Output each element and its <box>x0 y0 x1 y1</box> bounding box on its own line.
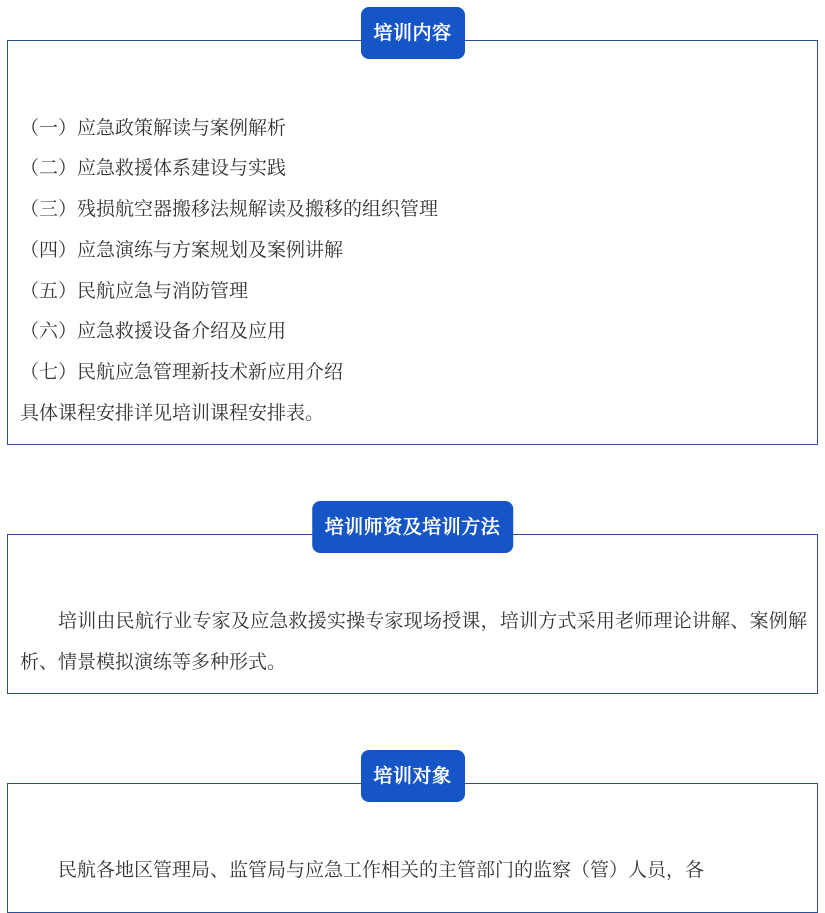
instructors-paragraph: 培训由民航行业专家及应急救援实操专家现场授课，培训方式采用老师理论讲解、案例解析、情景模拟演练等多种形式。 <box>20 610 807 673</box>
section-training-content <box>7 22 818 445</box>
section-title-trainees: 培训对象 <box>360 750 464 802</box>
list-item: （四）应急演练与方案规划及案例讲解 <box>20 239 344 261</box>
trainees-paragraph: 民航各地区管理局、监管局与应急工作相关的主管部门的监察（管）人员，各 <box>58 859 705 881</box>
list-item: （二）应急救援体系建设与实践 <box>20 157 287 179</box>
list-item: （六）应急救援设备介绍及应用 <box>20 320 287 342</box>
list-item: （三）残损航空器搬移法规解读及搬移的组织管理 <box>20 198 439 220</box>
list-item: （五）民航应急与消防管理 <box>20 280 249 302</box>
list-item: （七）民航应急管理新技术新应用介绍 <box>20 361 344 383</box>
section-instructors-methods <box>7 516 818 694</box>
section-title-training-content: 培训内容 <box>360 7 464 59</box>
list-item: （一）应急政策解读与案例解析 <box>20 117 287 139</box>
schedule-note: 具体课程安排详见培训课程安排表。 <box>20 402 325 424</box>
section-title-instructors-methods: 培训师资及培训方法 <box>312 501 514 553</box>
